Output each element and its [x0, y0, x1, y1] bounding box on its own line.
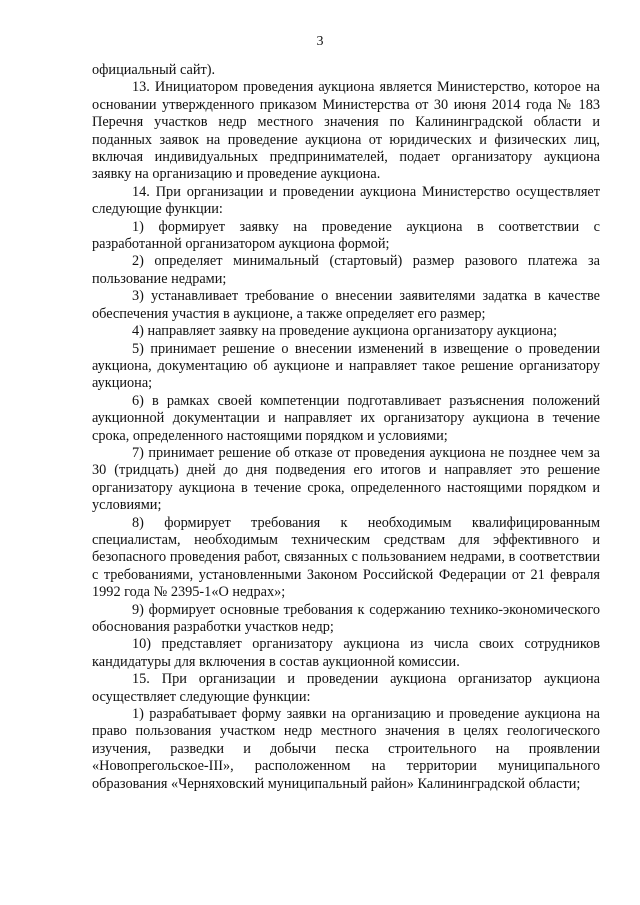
paragraph-14-item-2: 2) определяет минимальный (стартовый) размер разового платежа за пользование недрами; [92, 253, 600, 287]
paragraph-14-item-4: 4) направляет заявку на проведение аукциона организатору аукциона; [132, 323, 558, 340]
paragraph-14-item-5: 5) принимает решение о внесении изменений в извещение о проведении аукциона, документацию об аукционе и направляет такое решение организатору аукциона; [92, 340, 600, 392]
document-body [92, 62, 600, 793]
paragraph-14-item-10: 10) представляет организатору аукциона из числа своих сотрудников кандидатуры для включения в состав аукционной комиссии. [92, 636, 600, 670]
paragraph-13: 13. Инициатором проведения аукциона является Министерство, которое на основании утвержденного приказом Министерства от 30 июня 2014 года № 183 Перечня участков недр местного значения по Калининградской области и поданных заявок на проведение аукциона от юридических и физических лиц, включая индивидуальных предпринимателей, подает организатору аукциона заявку на организацию и проведение аукциона. [92, 79, 600, 183]
paragraph-14-item-8: 8) формирует требования к необходимым квалифицированным специалистам, необходимым техническим средствам для эффективного и безопасного проведения работ, связанных с пользованием недрами, в соответствии с требованиями, установленными Законом Российской Федерации от 21 февраля 1992 года № 2395-1«О недрах»; [92, 514, 600, 601]
paragraph-14-item-7: 7) принимает решение об отказе от проведения аукциона не позднее чем за 30 (тридцать) дней до дня подведения его итогов и направляет это решение организатору аукциона в течение срока, определенного настоящими порядком и условиями; [92, 444, 600, 514]
paragraph-14-item-9: 9) формирует основные требования к содержанию технико-экономического обоснования разработки участков недр; [92, 601, 600, 635]
paragraph-14: 14. При организации и проведении аукциона Министерство осуществляет следующие функции: [92, 183, 600, 218]
paragraph-15-item-1: 1) разрабатывает форму заявки на организацию и проведение аукциона на право пользования участком недр местного значения в целях геологического изучения, разведки и добычи песка строительного на проявлении «Новопрегольское-III», расположенном на территории муниципального образования «Черняховский муниципальный район» Калининградской области; [92, 706, 600, 792]
page-number: 3 [316, 34, 324, 49]
paragraph-14-item-1: 1) формирует заявку на проведение аукциона в соответствии с разработанной организатором аукциона формой; [92, 218, 600, 253]
paragraph-14-item-6: 6) в рамках своей компетенции подготавливает разъяснения положений аукционной документации и направляет их организатору аукциона в течение срока, определенного настоящими порядком и условиями; [92, 392, 600, 444]
paragraph-15: 15. При организации и проведении аукциона организатор аукциона осуществляет следующие функции: [92, 671, 600, 705]
paragraph-14-item-3: 3) устанавливает требование о внесении заявителями задатка в качестве обеспечения участия в аукционе, а также определяет его размер; [92, 288, 600, 322]
paragraph-continuation: официальный сайт). [92, 62, 216, 78]
